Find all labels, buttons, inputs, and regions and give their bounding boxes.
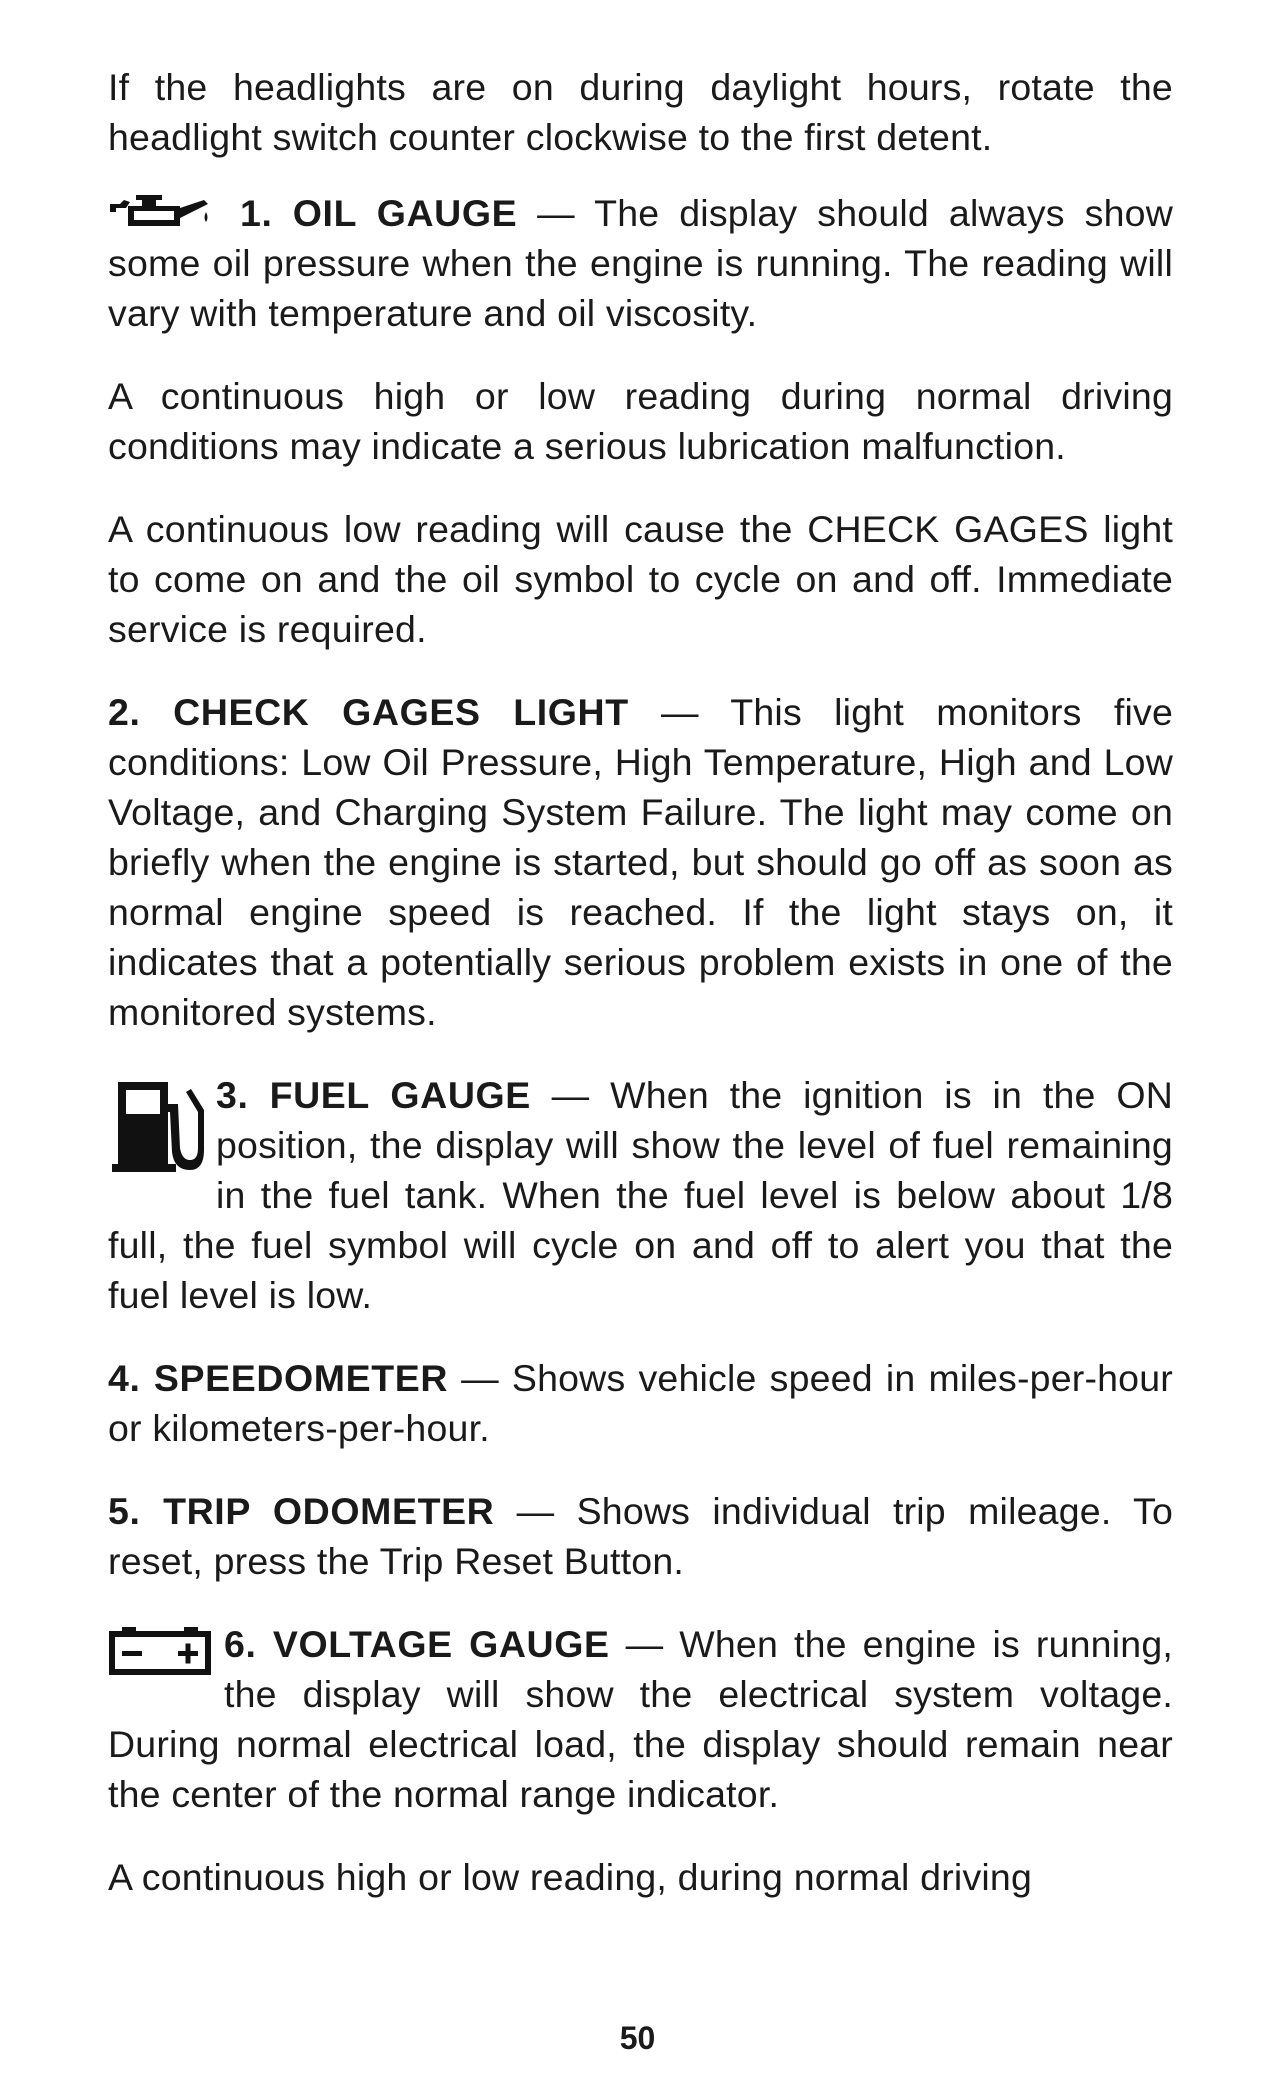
oil-gauge-paragraph-3: A continuous low reading will cause the CHECK GAGES light to come on and the oil symbol to cycle on and off. Immediate service is required. — [108, 508, 1173, 650]
voltage-gauge-paragraph — [108, 1619, 1173, 1819]
fuel-pump-icon — [112, 1078, 204, 1172]
trip-odometer-heading: 5. TRIP ODOMETER — [108, 1490, 495, 1532]
oil-gauge-paragraph — [108, 188, 1173, 338]
fuel-gauge-heading: 3. FUEL GAUGE — [216, 1074, 531, 1116]
intro-paragraph: If the headlights are on during daylight hours, rotate the headlight switch counter clockwise to the first detent. — [108, 66, 1173, 158]
check-gages-text: This light monitors five conditions: Low Oil Pressure, High Temperature, High and Low Voltage, and Charging System Failure. The light may come on briefly when the engine is started, but should go off as soon as normal engine speed is reached. If the light stays on, it indicates that a potentially serious problem exists in one of the monitored systems. — [108, 691, 1173, 1033]
speedometer-heading: 4. SPEEDOMETER — [108, 1357, 449, 1399]
trip-odometer-dash: — — [516, 1490, 555, 1532]
battery-icon — [108, 1625, 212, 1675]
page-number: 50 — [619, 2020, 656, 2056]
trip-odometer-text: Shows individual trip mileage. To reset, press the Trip Reset Button. — [108, 1490, 1174, 1582]
voltage-gauge-dash: — — [625, 1623, 664, 1665]
check-gages-heading: 2. CHECK GAGES LIGHT — [108, 691, 629, 733]
oil-gauge-heading: 1. OIL GAUGE — [240, 192, 518, 234]
oil-gauge-text: The display should always show some oil pressure when the engine is running. The reading will vary with temperature and oil viscosity. — [108, 192, 1173, 334]
fuel-gauge-dash: — — [551, 1074, 590, 1116]
speedometer-paragraph — [108, 1353, 1173, 1453]
speedometer-text: Shows vehicle speed in miles-per-hour or kilometers-per-hour. — [108, 1357, 1173, 1449]
check-gages-paragraph — [108, 687, 1173, 1037]
fuel-gauge-text: When the ignition is in the ON position, the display will show the level of fuel remaining in the fuel tank. When the fuel level is below about 1/8 full, the fuel symbol will cycle on and off to alert you that the fuel level is low. — [108, 1074, 1173, 1316]
voltage-gauge-text: When the engine is running, the display will show the electrical system voltage. During normal electrical load, the display should remain near the center of the normal range indicator. — [108, 1623, 1173, 1815]
oil-gauge-dash: — — [537, 192, 575, 234]
voltage-gauge-heading: 6. VOLTAGE GAUGE — [224, 1623, 610, 1665]
speedometer-dash: — — [461, 1357, 499, 1399]
trip-odometer-paragraph — [108, 1486, 1173, 1586]
check-gages-dash: — — [660, 691, 699, 733]
manual-page — [108, 62, 1173, 1935]
voltage-gauge-paragraph-2: A continuous high or low reading, during normal driving — [108, 1856, 1033, 1898]
fuel-gauge-paragraph — [108, 1070, 1173, 1320]
oil-gauge-paragraph-2: A continuous high or low reading during normal driving conditions may indicate a serious lubrication malfunction. — [108, 375, 1173, 467]
oil-can-icon — [108, 192, 228, 232]
